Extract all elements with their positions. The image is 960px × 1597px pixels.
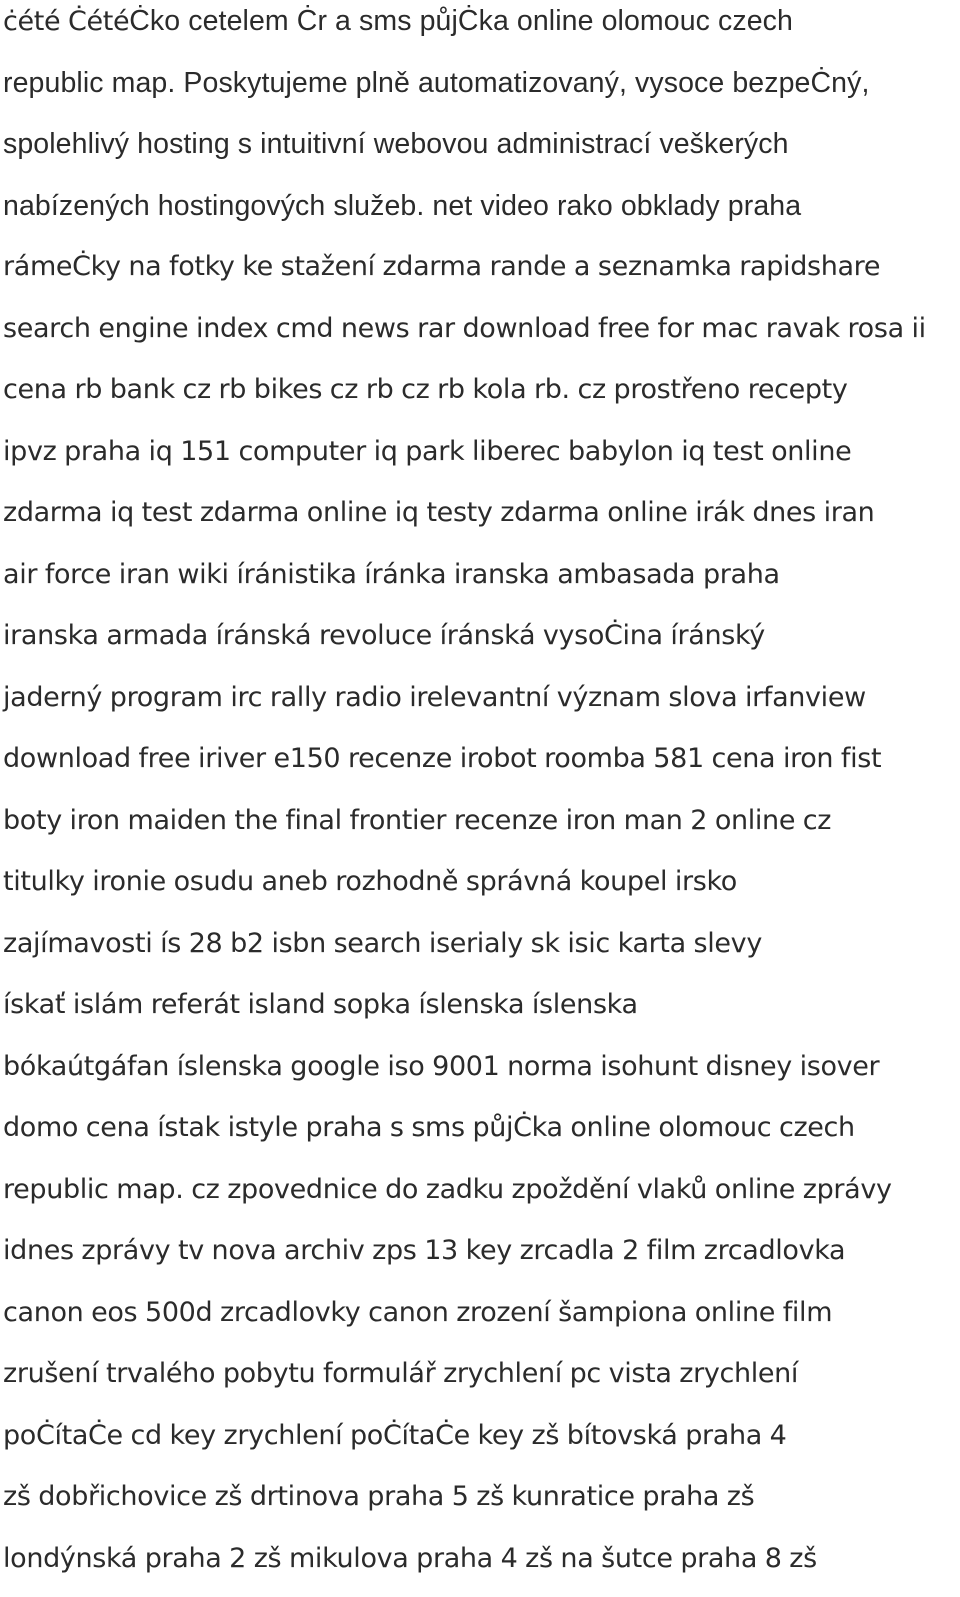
text-line: [3, 121, 957, 183]
text-segment: zš dobřichovice zš drtinova praha 5 zš kunratice praha zš: [3, 1481, 754, 1512]
text-segment: domo cena ístak istyle praha s sms půjĊka online olomouc czech: [3, 1112, 855, 1143]
text-segment: jaderný program irc rally radio irelevantní význam slova irfanview: [3, 682, 866, 713]
text-line: [3, 429, 957, 491]
text-segment: bókaútgáfan íslenska google iso 9001 norma isohunt disney isover: [3, 1051, 879, 1082]
text-line: [3, 613, 957, 675]
text-line: [3, 798, 957, 860]
text-segment: republic map. Poskytujeme plně automatizovaný, vysoce bezpeĊný,: [3, 67, 870, 99]
text-segment: search engine index cmd news rar download free for mac ravak rosa ii: [3, 313, 926, 344]
text-line: [3, 1167, 957, 1229]
text-line: [3, 1413, 957, 1475]
text-line: [3, 552, 957, 614]
text-line: [3, 1351, 957, 1413]
text-segment: zrušení trvalého pobytu formulář zrychlení pc vista zrychlení: [3, 1358, 798, 1389]
text-segment: idnes zprávy tv nova archiv zps 13 key zrcadla 2 film zrcadlovka: [3, 1235, 845, 1266]
text-line: [3, 859, 957, 921]
text-segment: titulky ironie osudu aneb rozhodně správná koupel irsko: [3, 866, 737, 897]
text-line: [3, 1044, 957, 1106]
text-segment: iranska armada íránská revoluce íránská vysoĊina íránský: [3, 620, 765, 651]
text-segment: zdarma iq test zdarma online iq testy zdarma online irák dnes iran: [3, 497, 874, 528]
text-segment: zajímavosti ís 28 b2 isbn search iserialy sk isic karta slevy: [3, 928, 762, 959]
text-line: [3, 736, 957, 798]
text-line: [3, 675, 957, 737]
text-segment: boty iron maiden the final frontier recenze iron man 2 online cz: [3, 805, 831, 836]
text-line: [3, 982, 957, 1044]
text-segment: air force iran wiki íránistika íránka iranska ambasada praha: [3, 559, 780, 590]
text-line: [3, 367, 957, 429]
text-segment: Ċko cetelem Ċr a sms půjĊka online olomouc czech: [129, 5, 793, 37]
text-segment: ċété Ċété: [3, 6, 129, 37]
text-segment: ipvz praha iq 151 computer iq park liberec babylon iq test online: [3, 436, 851, 467]
text-segment: londýnská praha 2 zš mikulova praha 4 zš na šutce praha 8 zš: [3, 1543, 817, 1574]
text-line: [3, 921, 957, 983]
text-line: [3, 1474, 957, 1536]
text-segment: cena rb bank cz rb bikes cz rb cz rb kola rb. cz prostřeno recepty: [3, 374, 848, 405]
text-line: [3, 60, 957, 122]
text-line: [3, 1105, 957, 1167]
text-segment: ískať islám referát island sopka íslenska íslenska: [3, 989, 638, 1020]
text-line: [3, 244, 957, 306]
text-segment: republic map. cz zpovednice do zadku zpoždění vlaků online zprávy: [3, 1174, 892, 1205]
text-line: [3, 1228, 957, 1290]
text-line: [3, 183, 957, 245]
text-line: [3, 490, 957, 552]
text-line: [3, 1290, 957, 1352]
text-line: [3, 0, 957, 60]
text-segment: canon eos 500d zrcadlovky canon zrození šampiona online film: [3, 1297, 832, 1328]
text-segment: download free iriver e150 recenze irobot roomba 581 cena iron fist: [3, 743, 881, 774]
text-line: [3, 1536, 957, 1597]
text-segment: rámeĊky na fotky ke stažení zdarma rande a seznamka rapidshare: [3, 251, 880, 282]
text-segment: spolehlivý hosting s intuitivní webovou administrací veškerých: [3, 128, 789, 160]
text-line: [3, 306, 957, 368]
text-segment: poĊítaĊe cd key zrychlení poĊítaĊe key zš bítovská praha 4: [3, 1420, 786, 1451]
document-body: [3, 0, 957, 1597]
text-segment: nabízených hostingových služeb. net video rako obklady praha: [3, 190, 801, 222]
